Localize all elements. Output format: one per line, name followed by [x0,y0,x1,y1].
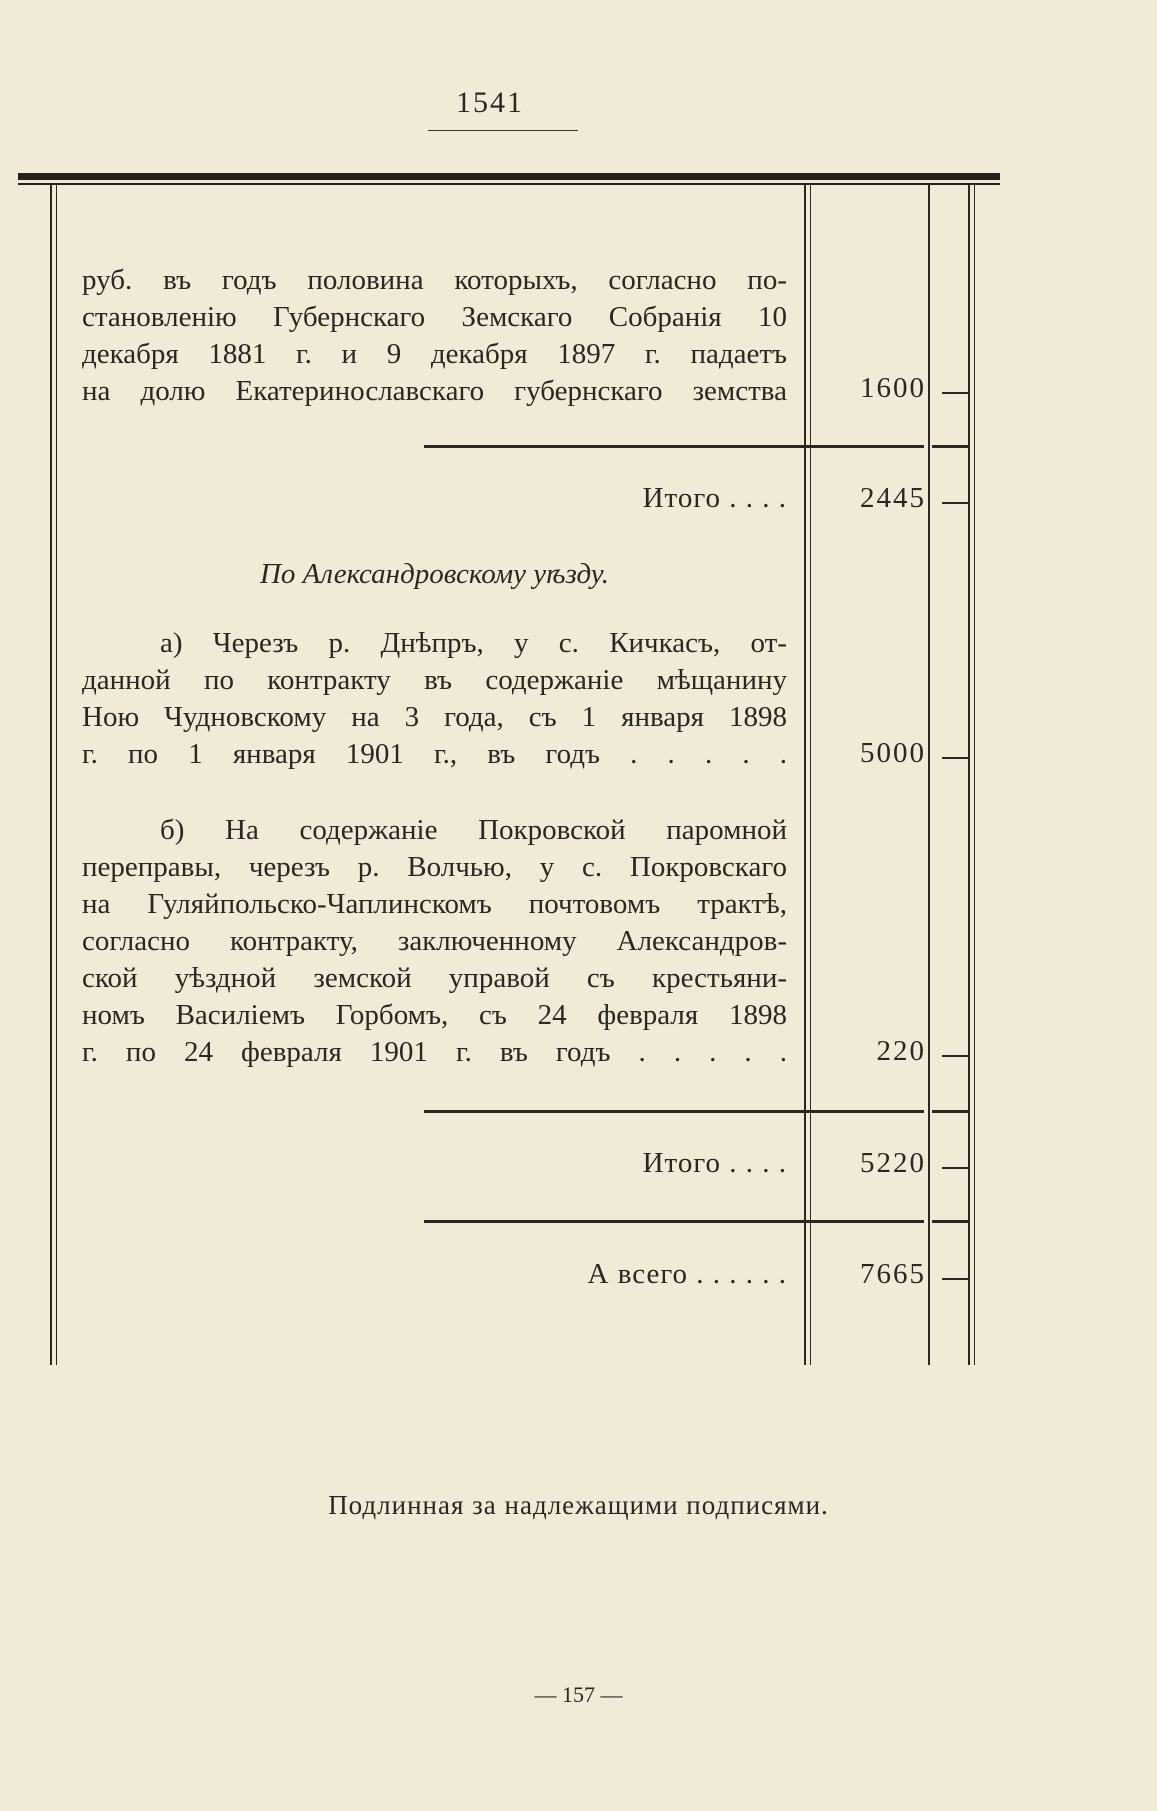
item-a-amount: 5000 [860,737,926,769]
subtotal-rule-2b [932,1110,968,1113]
total-rule-b [932,1220,968,1223]
text-line: г. по 24 февраля 1901 г. въ годъ . . . . . [82,1036,787,1068]
text-line: данной по контракту въ содержаніе мѣщанину [82,664,787,696]
amount-column-left-border [804,185,806,1365]
total-label-2: Итого . . . . [642,1147,787,1179]
text-block-1 [82,262,787,410]
total-amount-2: 5220 [860,1147,926,1179]
text-line: руб. въ годъ половина которыхъ, согласно по- [82,264,787,296]
page-number-underline [428,130,578,131]
total-amount-1: 2445 [860,482,926,514]
text-line: а) Черезъ р. Днѣпръ, у с. Кичкасъ, от- [160,627,787,659]
kopek-dash [942,1278,970,1280]
kopek-column-left-border [928,185,930,1365]
item-a-text [82,625,787,773]
text-line: декабря 1881 г. и 9 декабря 1897 г. падаетъ [82,338,787,370]
page-number: 1541 [456,86,524,119]
text-line: г. по 1 января 1901 г., въ годъ . . . . . [82,738,787,770]
kopek-dash [942,757,970,759]
item-b-amount: 220 [876,1035,926,1067]
text-line: переправы, черезъ р. Волчью, у с. Покровскаго [82,851,787,883]
text-line: на Гуляйпольско-Чаплинскомъ почтовомъ трактѣ, [82,888,787,920]
total-label-1: Итого . . . . [642,482,787,514]
left-border-inner [56,185,57,1365]
kopek-dash [942,1055,970,1057]
text-line: номъ Василіемъ Горбомъ, съ 24 февраля 1898 [82,999,787,1031]
kopek-dash [942,392,970,394]
left-border [50,185,52,1365]
kopek-dash [942,502,970,504]
subtotal-rule-1 [424,445,924,448]
table-top-rule-thin [18,183,1000,185]
section-heading: По Александровскому уѣзду. [259,558,610,590]
table-top-rule [18,173,1000,180]
text-line: становленію Губернскаго Земскаго Собранія 10 [82,301,787,333]
signature-note: Подлинная за надлежащими подписями. [328,1490,829,1520]
text-line: на долю Екатеринославскаго губернскаго земства [82,375,787,407]
kopek-dash [942,1167,970,1169]
grand-total-label: А всего . . . . . . [587,1258,787,1290]
text-line: ской уѣздной земской управой съ крестьяни- [82,962,787,994]
subtotal-rule-1b [932,445,968,448]
text-line: б) На содержаніе Покровской паромной [160,814,787,846]
amount-1: 1600 [860,372,926,404]
subtotal-rule-2 [424,1110,924,1113]
grand-total-amount: 7665 [860,1258,926,1290]
page-folio: — 157 — [534,1682,623,1707]
amount-column-left-border-inner [810,185,811,1365]
total-rule [424,1220,924,1223]
right-border-outer [974,185,975,1365]
text-line: согласно контракту, заключенному Александров- [82,925,787,957]
right-border [968,185,970,1365]
item-b-text [82,812,787,1071]
text-line: Ною Чудновскому на 3 года, съ 1 января 1898 [82,701,787,733]
